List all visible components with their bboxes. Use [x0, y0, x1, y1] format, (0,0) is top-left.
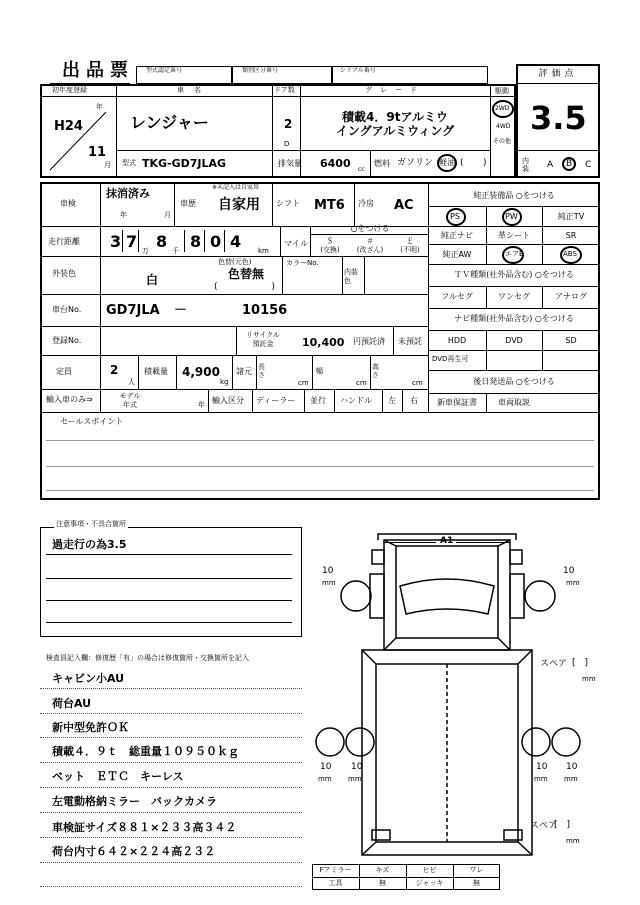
tv-fullseg: フルセグ	[441, 292, 473, 301]
tire-fl	[341, 581, 371, 611]
miles-label: マイル	[284, 239, 308, 248]
load-value: 4,900	[182, 365, 220, 379]
tv-oneseg: ワンセグ	[498, 292, 530, 301]
notes-rule-1	[46, 554, 292, 555]
col-dims	[232, 355, 233, 389]
digit-sep-4	[204, 230, 205, 252]
digit-sep-1	[122, 230, 123, 252]
displacement-unit: cc	[358, 166, 365, 173]
opt-leather: 革シート	[498, 231, 530, 240]
capacity-unit: 人	[128, 378, 135, 386]
inspector-item-4: 積載４．９ｔ 総重量１０９５０ｋｇ	[52, 745, 239, 758]
score-value: 3.5	[530, 99, 587, 137]
grade-value: 積載4．9tアルミウ イングアルミウィング	[335, 110, 455, 138]
legend-h1: Fアミラー	[319, 866, 352, 874]
recycle-unpaid: 未預託	[398, 337, 422, 346]
meter-unknown: ￡ (不明)	[400, 237, 420, 254]
tire-rr1	[522, 728, 550, 756]
inspection-year-unit: 年	[120, 211, 127, 219]
row-line-c	[40, 294, 428, 295]
tire-rr2	[552, 728, 580, 756]
doors-value: 2	[284, 117, 293, 131]
digit-sep-3	[184, 230, 185, 252]
chassis-prefix: GD7JLA	[106, 303, 160, 318]
recycle-unit: 円預託済	[353, 337, 385, 346]
import-type-label: 輸入区分	[212, 396, 244, 405]
tire-rl1-label: 10	[320, 762, 332, 772]
sen-unit: 千	[172, 247, 179, 255]
repaint-value: 色替無	[228, 267, 265, 281]
tire-rl2-mm: mm	[348, 775, 362, 783]
windshield	[400, 579, 494, 614]
displacement-value: 6400	[320, 157, 351, 170]
inspector-item-8: 荷台内寸６４２×２２４高２３２	[52, 845, 216, 858]
inspection-month-unit: 月	[164, 211, 171, 219]
spare-label: スペア	[540, 659, 568, 669]
length-cm: cm	[298, 379, 309, 387]
col-colorno	[282, 256, 283, 294]
tire-rl1-mm: mm	[318, 775, 332, 783]
opt-airbag: エアB	[505, 250, 524, 258]
sales-line-3	[46, 490, 594, 491]
legend-h2: キズ	[375, 866, 390, 874]
form-title: 出品票	[62, 60, 134, 81]
drive-label: 駆動	[495, 87, 509, 95]
opt-line-9	[428, 370, 600, 371]
row-line-f	[40, 389, 428, 390]
opt-line-2	[428, 226, 600, 227]
later-manual: 車両取説	[498, 398, 530, 407]
sales-line-1	[46, 440, 594, 441]
col-line-2	[272, 84, 273, 150]
score-label: 評価点	[538, 69, 578, 79]
score-divider	[516, 83, 600, 84]
col-intcolor	[342, 256, 343, 294]
spare2-label: スペア	[530, 821, 558, 831]
digit-sep-5	[224, 230, 225, 252]
meter-note-line	[310, 234, 428, 235]
grade-label: グレード	[365, 86, 425, 94]
notes-rule-3	[46, 600, 292, 601]
inspector-rule-5	[40, 787, 302, 788]
col-dims-2	[256, 355, 257, 389]
load-label: 積載量	[144, 367, 168, 376]
chassis-label: 車台No.	[52, 305, 82, 314]
model-label: 型式	[122, 159, 136, 167]
col-right	[402, 389, 403, 412]
tire-fr	[525, 581, 555, 611]
import-dealer: ディーラー	[256, 396, 296, 405]
usage-label: 車歴	[180, 199, 196, 208]
inspector-rule-4	[40, 762, 302, 763]
handle-label: ハンドル	[340, 396, 372, 405]
load-unit: kg	[220, 378, 229, 386]
sales-line-2	[46, 466, 594, 467]
first-reg-label: 初年度登録	[52, 86, 87, 94]
inspector-rule-7	[40, 837, 302, 838]
fuel-value: ガソリン	[397, 158, 434, 168]
recycle-label: リサイクル 預託金	[245, 331, 281, 348]
spare2-bracket: [ ]	[554, 820, 571, 830]
month-value: 11	[88, 145, 107, 160]
tire-rr2-mm: mm	[564, 775, 578, 783]
label-col-line	[100, 182, 101, 412]
import-parallel: 並行	[310, 396, 326, 405]
col-line-4	[490, 84, 491, 178]
inspector-rule-8	[40, 862, 302, 863]
repaint-paren: ( )	[214, 282, 276, 292]
legend-v1: 工具	[328, 879, 343, 887]
interior-a: A	[547, 160, 554, 170]
spare-mm: mm	[582, 675, 596, 683]
tire-rr2-label: 10	[566, 762, 578, 772]
mileage-digit-3: 8	[156, 232, 168, 251]
opt-line-10	[428, 393, 600, 394]
mileage-digit-4: 8	[190, 232, 202, 251]
interior-b: B	[566, 159, 573, 169]
inspection-label: 車検	[60, 199, 76, 208]
opt-col-6	[542, 330, 543, 370]
legend-v3: ジャッキ	[415, 879, 444, 887]
displacement-label: 排気量	[278, 159, 302, 168]
meter-circle-note: ○をつける	[350, 224, 390, 233]
legend-v2: 無	[379, 879, 386, 887]
col-dealer	[252, 389, 253, 412]
fuel-label: 燃料	[374, 159, 390, 168]
month-unit: 月	[104, 161, 111, 169]
model-cert-label: 型式認定番号	[146, 67, 183, 74]
spare-bracket: [ ]	[572, 658, 589, 668]
opt-line-4	[428, 264, 600, 265]
row-line-d	[40, 326, 428, 327]
inspector-rule-3	[40, 737, 302, 738]
truck-diagram	[300, 530, 600, 870]
height-cm: cm	[412, 379, 423, 387]
inspection-value: 抹消済み	[106, 187, 150, 200]
legend-h4: ワレ	[469, 866, 484, 874]
exterior-value: 白	[146, 273, 159, 287]
height-label: 高さ	[372, 363, 379, 379]
col-intcolor-2	[364, 256, 365, 294]
col-line-fuel	[370, 150, 371, 178]
car-name-label: 車名	[177, 86, 211, 94]
col-ac	[354, 182, 355, 226]
tire-rl2	[346, 728, 374, 756]
col-usage	[174, 182, 175, 226]
legend-v4: 無	[473, 879, 480, 887]
a1-line-right	[456, 542, 510, 543]
col-meter	[310, 226, 311, 256]
ac-label: 冷房	[358, 199, 374, 208]
navi-dvd-play: DVD再生可	[432, 355, 469, 363]
meter-exchange: ＄ (交換)	[320, 237, 340, 254]
col-line-disp	[272, 150, 273, 178]
tire-fr-mm: mm	[566, 579, 580, 587]
later-warranty: 新車保証書	[437, 398, 477, 407]
chassis-dash: －	[174, 303, 188, 318]
opt-abs: ABS	[563, 250, 577, 258]
capacity-label: 定員	[56, 367, 72, 376]
mileage-label: 走行距離	[48, 237, 80, 246]
options-title: 純正装備品 ○をつける	[473, 191, 555, 200]
opt-col-5	[486, 330, 487, 370]
tire-rr1-mm: mm	[534, 775, 548, 783]
drive-2wd: 2WD	[495, 105, 510, 112]
opt-line-3	[428, 244, 600, 245]
mileage-digit-1: 3	[110, 232, 122, 251]
navi-hdd: HDD	[447, 336, 467, 345]
year-unit: 年	[96, 103, 103, 111]
col-load	[138, 355, 139, 389]
exterior-label: 外装色	[52, 269, 76, 278]
handle-left: 左	[388, 396, 396, 405]
shift-value: MT6	[314, 198, 345, 213]
drive-other: その他	[493, 138, 512, 145]
opt-line-6	[428, 308, 600, 309]
opt-ps: PS	[450, 212, 460, 221]
fuel-light: 軽油	[439, 158, 455, 167]
km-unit: km	[258, 247, 269, 255]
row-line-model	[116, 150, 490, 151]
usage-note: ※未記入は自家用	[212, 184, 260, 191]
inspector-rule-9	[40, 886, 302, 887]
inspector-item-5: ベット ＥＴＣ キーレス	[52, 770, 184, 783]
inspector-item-7: 車検証サイズ８８１×２３３高３４２	[52, 821, 237, 834]
col-handle	[334, 389, 335, 412]
year-value: H24	[54, 119, 83, 134]
inspector-item-1: キャビン小AU	[52, 672, 125, 685]
tv-analog: アナログ	[555, 292, 587, 301]
col-line-1	[116, 84, 117, 178]
mileage-digit-6: 4	[230, 232, 242, 251]
inspector-item-3: 新中型免許ＯＫ	[52, 721, 129, 734]
col-unpaid	[393, 326, 394, 355]
mileage-digit-2: 7	[126, 232, 138, 251]
handle-right: 右	[410, 396, 418, 405]
navi-dvd: DVD	[505, 336, 523, 345]
tire-rr1-label: 10	[536, 762, 548, 772]
col-left	[382, 389, 383, 412]
legend-h3: ヒビ	[422, 866, 437, 874]
inspector-rule-6	[40, 812, 302, 813]
col-miles	[280, 226, 281, 256]
recycle-value: 10,400	[302, 336, 345, 349]
col-load-2	[176, 355, 177, 389]
interior-label: 内装	[522, 157, 529, 173]
model-value: TKG-GD7JLAG	[142, 157, 227, 170]
width-label: 幅	[316, 367, 323, 375]
opt-navi: 純正ナビ	[441, 231, 473, 240]
capacity-value: 2	[110, 363, 119, 377]
later-title: 後日発送品 ○をつける	[473, 377, 555, 386]
meter-tamper: ＃ (改ざん)	[356, 237, 384, 254]
inspector-item-2: 荷台AU	[52, 697, 92, 710]
score-divider-2	[516, 150, 600, 151]
opt-line-8	[428, 350, 600, 351]
a1-label: A1	[440, 536, 454, 546]
color-no-label: カラーNo.	[286, 259, 319, 267]
notes-rule-2	[46, 578, 292, 579]
interior-c: C	[585, 160, 592, 170]
tire-fl-label: 10	[322, 566, 334, 576]
notes-rule-4	[46, 622, 292, 623]
tire-rl1	[316, 728, 344, 756]
cab-outline	[384, 540, 510, 650]
sales-point-label: セールスポイント	[60, 417, 124, 426]
a1-line-left	[384, 542, 436, 543]
vehicle-header-line	[40, 96, 516, 97]
inspector-label: 検査員記入欄：修復歴「有」の場合は修復箇所・交換箇所を記入	[46, 654, 249, 662]
model-year-label: モデル 年式	[119, 392, 141, 409]
col-import-type	[208, 389, 209, 412]
tv-type-title: ＴＶ種類(社外品含む) ○をつける	[454, 270, 574, 279]
length-label: 長さ	[258, 363, 265, 379]
inspector-item-6: 左電動格納ミラー バックカメラ	[52, 795, 217, 808]
opt-aw: 純正AW	[442, 250, 472, 259]
mileage-digit-5: 0	[210, 232, 222, 251]
spare2-mm: mm	[566, 837, 580, 845]
ac-value: AC	[394, 198, 414, 213]
col-recycle	[236, 326, 237, 355]
man-unit: 万	[142, 247, 149, 255]
notes-label: 注意事項・不具合箇所	[56, 520, 126, 528]
digit-sep-2	[138, 230, 139, 252]
car-name: レンジャー	[130, 113, 209, 132]
inspector-rule-1	[40, 688, 302, 689]
reg-label: 登録No.	[52, 336, 82, 345]
notes-line-1: 過走行の為3.5	[52, 538, 127, 551]
class-label: 類別区分番号	[242, 67, 279, 74]
shift-label: シフト	[276, 199, 300, 208]
dims-label: 諸元	[236, 367, 252, 376]
import-label: 輸入車のみ⇒	[46, 395, 93, 404]
serial-label: シリアル番号	[340, 67, 376, 74]
col-height	[370, 355, 371, 389]
inspector-rule-2	[40, 713, 302, 714]
repaint-label: 色替(元色)	[218, 258, 252, 266]
navi-sd: SD	[565, 336, 577, 345]
chassis-number: 10156	[242, 303, 288, 318]
width-cm: cm	[356, 379, 367, 387]
interior-color-label: 内装色	[344, 268, 358, 285]
opt-line-7	[428, 330, 600, 331]
row-line-g	[40, 412, 600, 413]
tire-fr-label: 10	[563, 566, 575, 576]
col-shift	[272, 182, 273, 226]
opt-sr: SR	[565, 231, 577, 240]
opt-line-1	[428, 206, 600, 207]
model-year-unit: 年	[198, 401, 205, 409]
doors-label: ドア数	[274, 86, 295, 94]
paren-open: (	[460, 158, 464, 168]
col-parallel	[304, 389, 305, 412]
drive-4wd: 4WD	[496, 123, 511, 130]
door-suffix: D	[284, 140, 290, 148]
tire-rl2-label: 10	[351, 762, 363, 772]
col-width	[312, 355, 313, 389]
opt-line-5	[428, 286, 600, 287]
tire-fl-mm: mm	[322, 579, 336, 587]
navi-type-title: ナビ種類(社外品含む) ○をつける	[454, 314, 574, 323]
row-line-b	[40, 256, 428, 257]
opt-pw: PW	[505, 212, 518, 221]
opt-tv: 純正TV	[557, 212, 585, 221]
paren-close: )	[483, 158, 487, 168]
usage-value: 自家用	[218, 197, 260, 213]
